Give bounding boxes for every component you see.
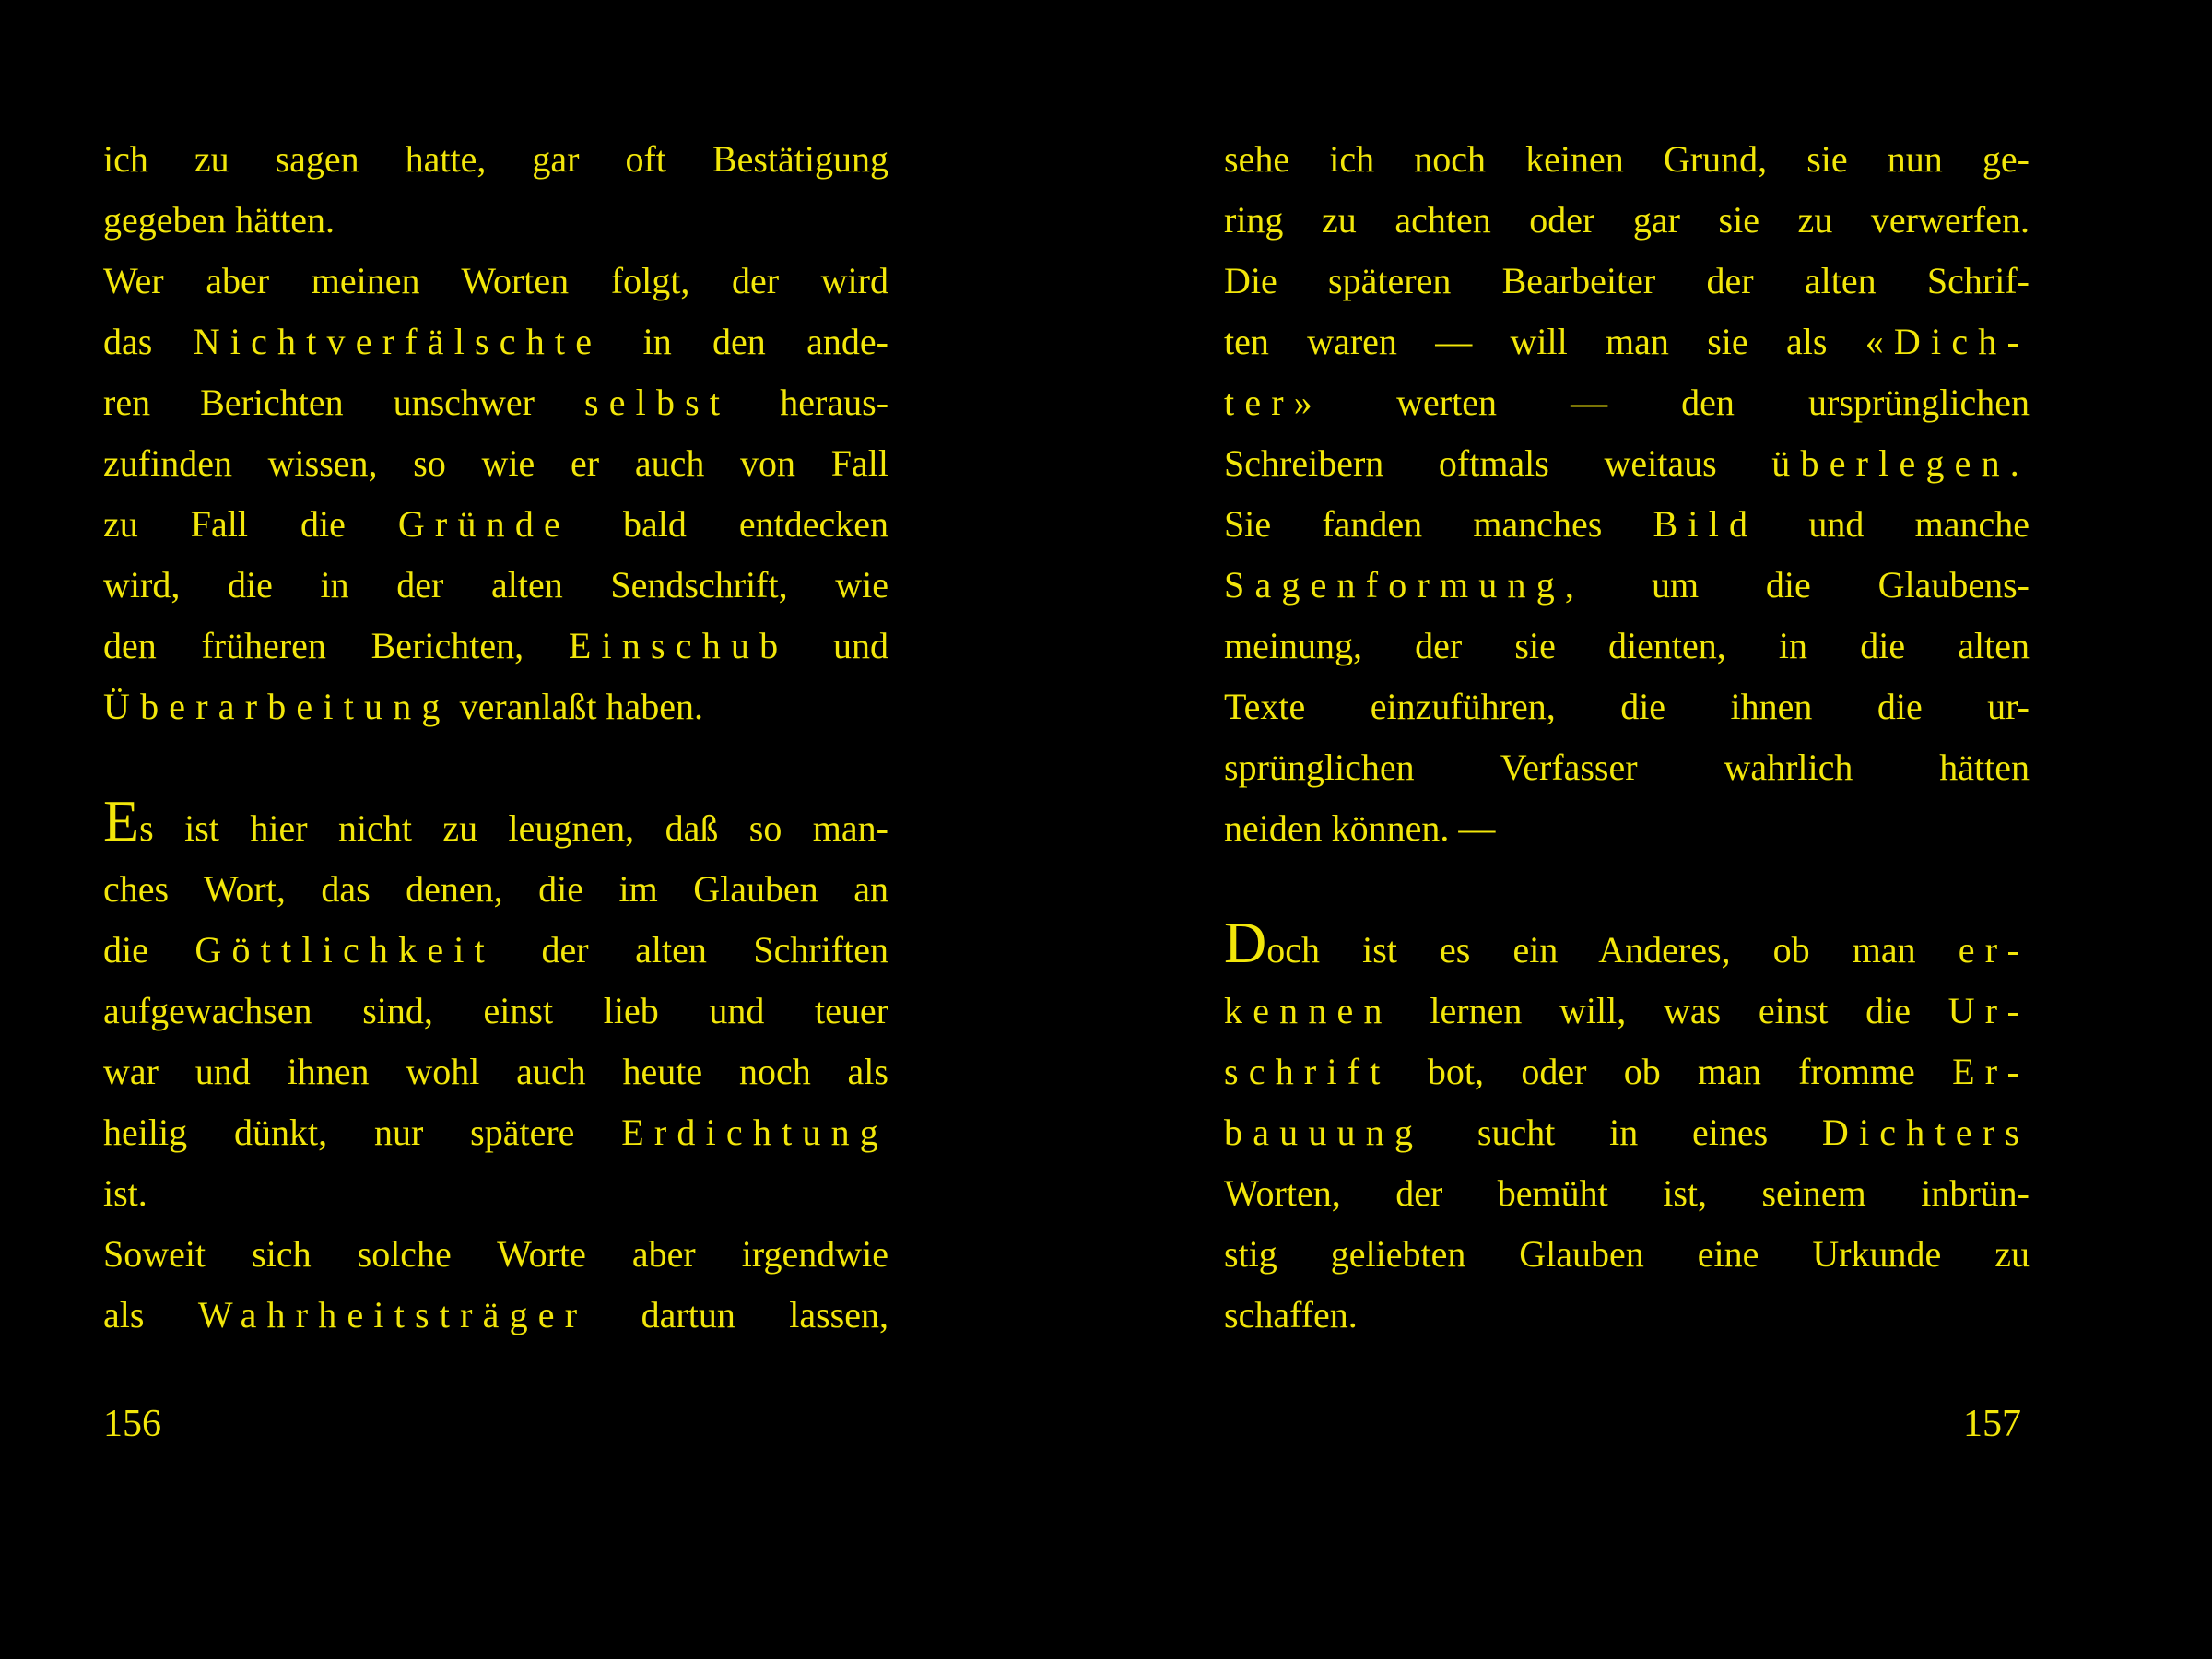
text-line: meinung, der sie dienten, in die alten xyxy=(1224,625,2030,666)
text-line: heilig dünkt, nur spätere Erdichtung xyxy=(103,1112,888,1153)
text-line: gegeben hätten. xyxy=(103,199,335,241)
spaced-emphasis: Dichters xyxy=(1821,1112,2030,1153)
text-line: Überarbeitung veranlaßt haben. xyxy=(103,686,703,727)
drop-initial: D xyxy=(1224,910,1267,975)
text-line: Texte einzuführen, die ihnen die ur- xyxy=(1224,686,2030,727)
spaced-emphasis: «Dich- xyxy=(1865,321,2030,362)
text-line: schrift bot, oder ob man fromme Er- xyxy=(1224,1051,2030,1092)
spaced-emphasis: Überarbeitung xyxy=(103,686,451,727)
text-line: ist. xyxy=(103,1172,147,1214)
text-line: sehe ich noch keinen Grund, sie nun ge- xyxy=(1224,138,2030,180)
text-line: zufinden wissen, so wie er auch von Fall xyxy=(103,442,888,484)
text-line: Worten, der bemüht ist, seinem inbrün- xyxy=(1224,1172,2030,1214)
text-line: Sagenformung, um die Glaubens- xyxy=(1224,564,2030,606)
paragraph xyxy=(1224,129,2030,859)
text-line: die Göttlichkeit der alten Schriften xyxy=(103,929,888,971)
paragraph-gap xyxy=(103,737,888,798)
text-line: war und ihnen wohl auch heute noch als xyxy=(103,1051,888,1092)
text-line: sprünglichen Verfasser wahrlich hätten xyxy=(1224,747,2030,788)
text-line: den früheren Berichten, Einschub und xyxy=(103,625,888,666)
text-line: ter» werten — den ursprünglichen xyxy=(1224,382,2030,423)
spaced-emphasis: ter» xyxy=(1224,382,1323,423)
text-line: stig geliebten Glauben eine Urkunde zu xyxy=(1224,1233,2030,1275)
left-page-text xyxy=(103,129,888,1346)
spaced-emphasis: Nichtverfälschte xyxy=(193,321,603,362)
text-line: Sie fanden manches Bild und manche xyxy=(1224,503,2030,545)
spaced-emphasis: Wahrheitsträger xyxy=(197,1294,588,1335)
paragraph xyxy=(1224,910,2030,1346)
paragraph xyxy=(103,129,888,737)
page-number: 156 xyxy=(103,1403,161,1445)
text-line: Soweit sich solche Worte aber irgendwie xyxy=(103,1233,888,1275)
text-line: Wer aber meinen Worten folgt, der wird xyxy=(103,260,888,301)
right-page-text xyxy=(1224,129,2030,1346)
text-line: als Wahrheitsträger dartun lassen, xyxy=(103,1294,888,1335)
page-number: 157 xyxy=(1963,1403,2021,1445)
text-line: schaffen. xyxy=(1224,1294,1358,1335)
text-line: kennen lernen will, was einst die Ur- xyxy=(1224,990,2030,1031)
spaced-emphasis: überlegen. xyxy=(1771,442,2030,484)
spaced-emphasis: Ur- xyxy=(1947,990,2030,1031)
text-line: das Nichtverfälschte in den ande- xyxy=(103,321,888,362)
spaced-emphasis: Bild xyxy=(1653,503,1759,545)
spaced-emphasis: Göttlichkeit xyxy=(194,929,495,971)
spaced-emphasis: Gründe xyxy=(397,503,571,545)
text-line: ren Berichten unschwer selbst heraus- xyxy=(103,382,889,423)
spaced-emphasis: bauuung xyxy=(1224,1112,1424,1153)
text-line: Doch ist es ein Anderes, ob man er- xyxy=(1224,910,2030,975)
text-line: bauuung sucht in eines Dichters xyxy=(1224,1112,2030,1153)
spaced-emphasis: er- xyxy=(1958,929,2030,971)
text-line: Es ist hier nicht zu leugnen, daß so man- xyxy=(103,788,888,853)
drop-initial: E xyxy=(103,788,140,853)
spaced-emphasis: kennen xyxy=(1224,990,1393,1031)
text-line: ring zu achten oder gar sie zu verwerfen. xyxy=(1224,199,2030,241)
spaced-emphasis: Sagenformung, xyxy=(1224,564,1585,606)
text-line: ich zu sagen hatte, gar oft Bestätigung xyxy=(103,138,888,180)
spaced-emphasis: Einschub xyxy=(568,625,789,666)
spaced-emphasis: selbst xyxy=(583,382,731,423)
text-line: Die späteren Bearbeiter der alten Schrif- xyxy=(1224,260,2030,301)
text-line: neiden können. — xyxy=(1224,807,1496,849)
text-line: aufgewachsen sind, einst lieb und teuer xyxy=(103,990,888,1031)
text-line: ches Wort, das denen, die im Glauben an xyxy=(103,868,888,910)
spaced-emphasis: Erdichtung xyxy=(621,1112,888,1153)
paragraph-gap xyxy=(1224,859,2030,920)
spaced-emphasis: Er- xyxy=(1952,1051,2030,1092)
paragraph xyxy=(103,788,888,1346)
text-line: zu Fall die Gründe bald entdecken xyxy=(103,503,888,545)
spaced-emphasis: schrift xyxy=(1224,1051,1391,1092)
text-line: Schreibern oftmals weitaus überlegen. xyxy=(1224,442,2030,484)
text-line: wird, die in der alten Sendschrift, wie xyxy=(103,564,888,606)
text-line: ten waren — will man sie als «Dich- xyxy=(1224,321,2030,362)
